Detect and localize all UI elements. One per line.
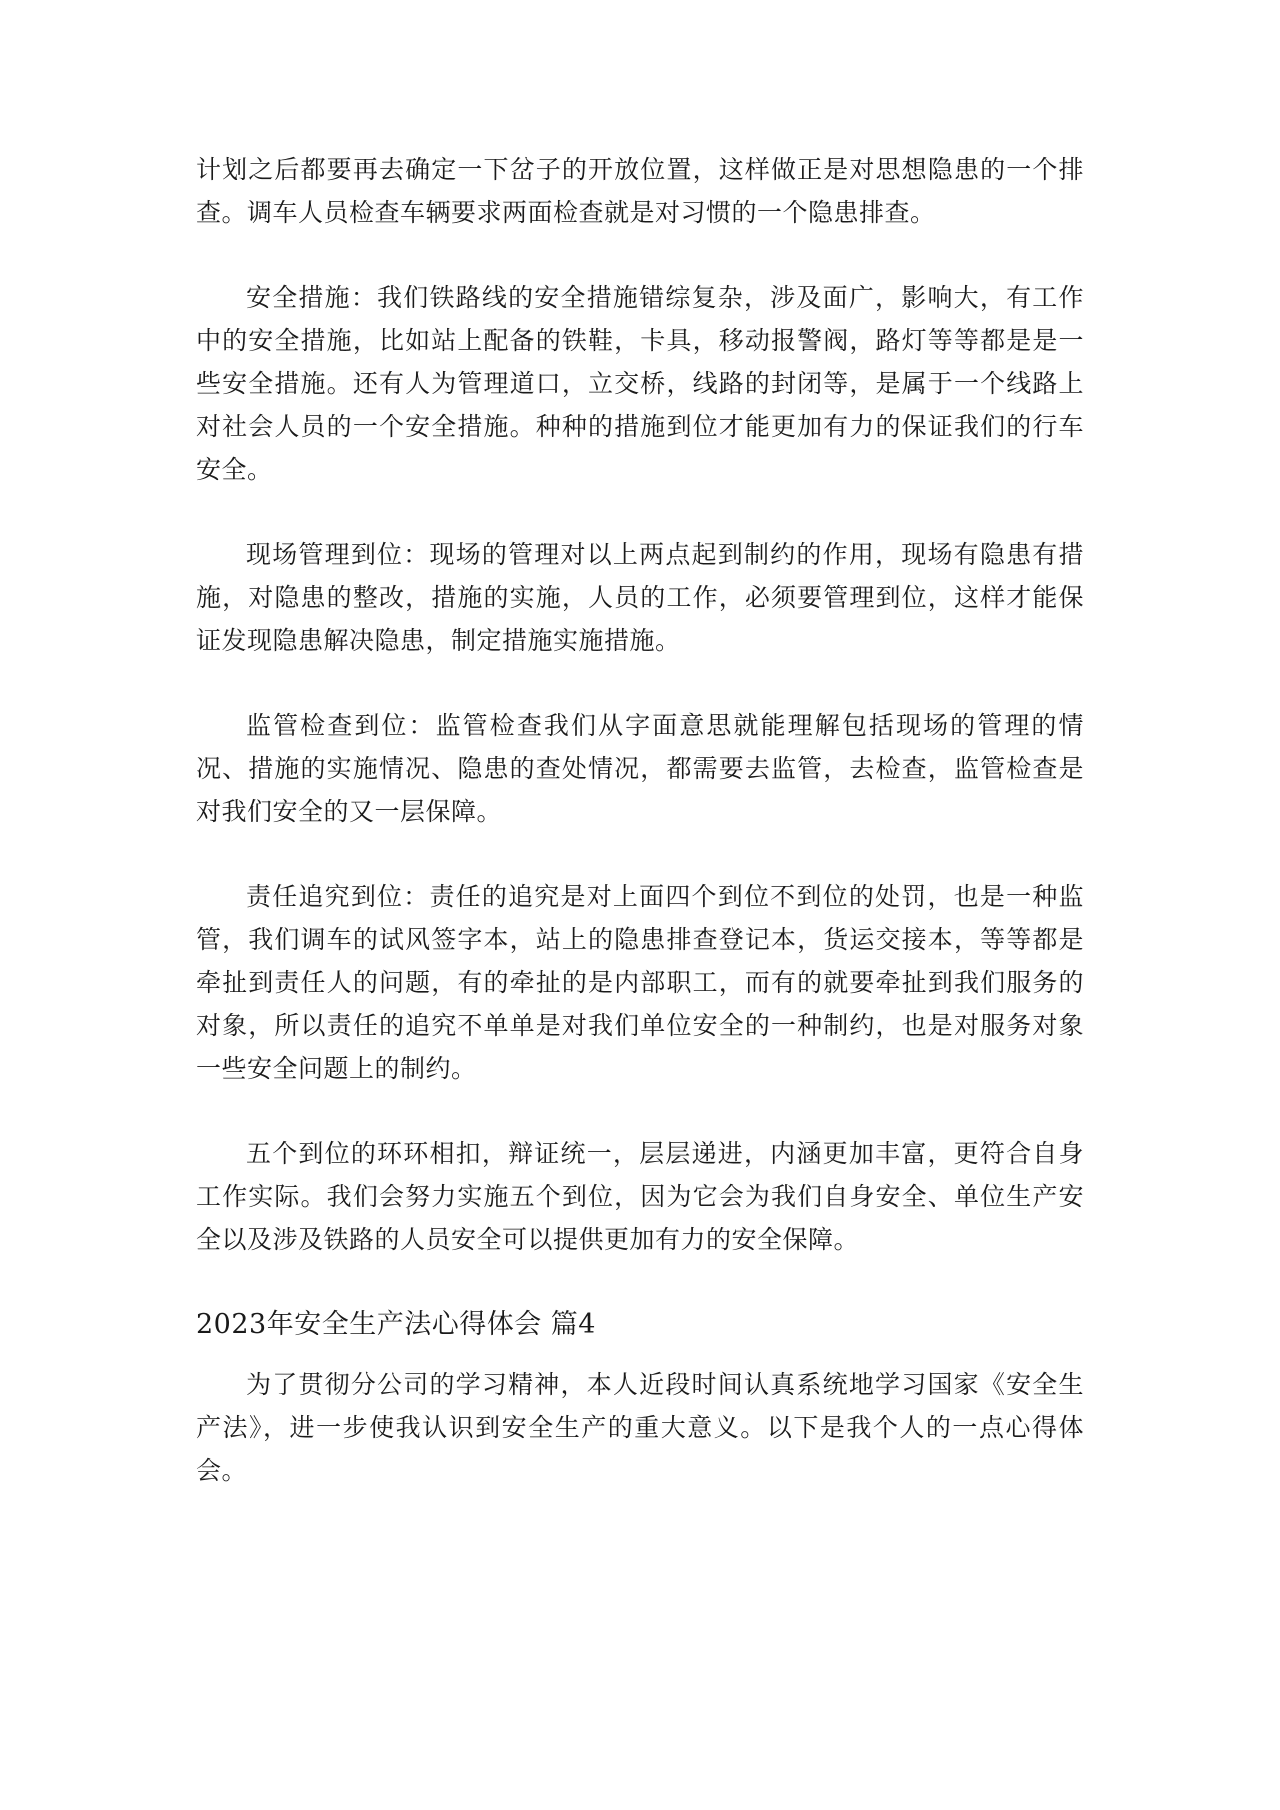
- paragraph-safety-measures: 安全措施：我们铁路线的安全措施错综复杂，涉及面广，影响大，有工作中的安全措施，比如站上配备的铁鞋，卡具，移动报警阀，路灯等等都是是一些安全措施。还有人为管理道口，立交桥，线路的封闭等，是属于一个线路上对社会人员的一个安全措施。种种的措施到位才能更加有力的保证我们的行车安全。: [196, 283, 1084, 484]
- document-page: [196, 148, 1084, 1492]
- paragraph-site-management: 现场管理到位：现场的管理对以上两点起到制约的作用，现场有隐患有措施，对隐患的整改，措施的实施，人员的工作，必须要管理到位，这样才能保证发现隐患解决隐患，制定措施实施措施。: [196, 540, 1084, 655]
- section-heading: 2023年安全生产法心得体会 篇4: [196, 1309, 596, 1340]
- paragraph-five-in-place-summary: 五个到位的环环相扣，辩证统一，层层递进，内涵更加丰富，更符合自身工作实际。我们会努力实施五个到位，因为它会为我们自身安全、单位生产安全以及涉及铁路的人员安全可以提供更加有力的安全保障。: [196, 1139, 1084, 1254]
- paragraph-continuation: 计划之后都要再去确定一下岔子的开放位置，这样做正是对思想隐患的一个排查。调车人员检查车辆要求两面检查就是对习惯的一个隐患排查。: [196, 155, 1084, 227]
- paragraph-accountability: 责任追究到位：责任的追究是对上面四个到位不到位的处罚，也是一种监管，我们调车的试风签字本，站上的隐患排查登记本，货运交接本，等等都是牵扯到责任人的问题，有的牵扯的是内部职工，而有的就要牵扯到我们服务的对象，所以责任的追究不单单是对我们单位安全的一种制约，也是对服务对象一些安全问题上的制约。: [196, 882, 1084, 1083]
- paragraph-supervision-inspection: 监管检查到位：监管检查我们从字面意思就能理解包括现场的管理的情况、措施的实施情况、隐患的查处情况，都需要去监管，去检查，监管检查是对我们安全的又一层保障。: [196, 711, 1084, 826]
- paragraph-section-intro: 为了贯彻分公司的学习精神，本人近段时间认真系统地学习国家《安全生产法》，进一步使我认识到安全生产的重大意义。以下是我个人的一点心得体会。: [196, 1370, 1084, 1485]
